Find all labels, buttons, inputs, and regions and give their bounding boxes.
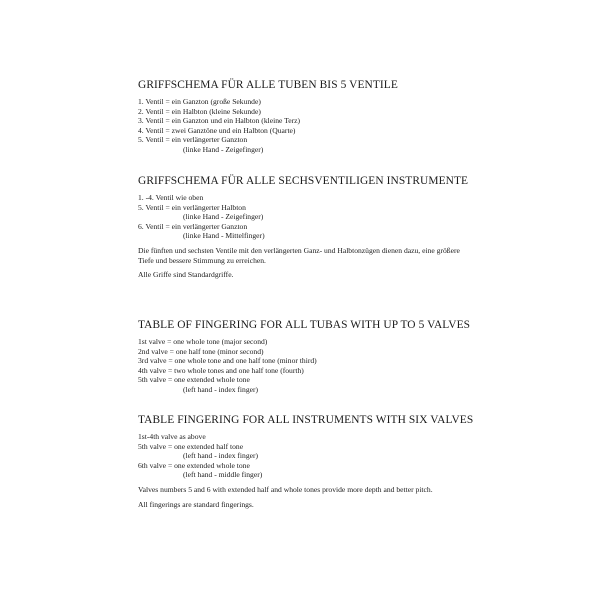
fingering-line: 6. Ventil = ein verlängerter Ganzton: [138, 221, 248, 231]
fingering-list: [138, 432, 478, 480]
fingering-line: 5. Ventil = ein verlängerter Halbton: [138, 202, 246, 212]
section-german-6-valves: [138, 175, 478, 280]
section-heading: GRIFFSCHEMA FÜR ALLE TUBEN BIS 5 VENTILE: [138, 79, 398, 91]
fingering-line-note: (linke Hand - Mittelfinger): [183, 231, 265, 241]
fingering-line: 5. Ventil = ein verlängerter Ganzton: [138, 135, 248, 145]
fingering-line: 1. Ventil = ein Ganzton (große Sekunde): [138, 97, 261, 106]
section-paragraph: Valves numbers 5 and 6 with extended half and whole tones provide more depth and better pitch.: [138, 484, 433, 494]
section-paragraph: Alle Griffe sind Standardgriffe.: [138, 270, 234, 280]
section-heading: TABLE FINGERING FOR ALL INSTRUMENTS WITH SIX VALVES: [138, 414, 474, 426]
fingering-line: 1st-4th valve as above: [138, 432, 206, 441]
fingering-line-note: (linke Hand - Zeigefinger): [183, 144, 264, 154]
section-heading: TABLE OF FINGERING FOR ALL TUBAS WITH UP TO 5 VALVES: [138, 319, 471, 331]
fingering-list: [138, 97, 478, 155]
fingering-line: 2nd valve = one half tone (minor second): [138, 346, 264, 356]
fingering-line-note: (linke Hand - Zeigefinger): [183, 212, 264, 222]
fingering-line: 5th valve = one extended half tone: [138, 441, 244, 451]
fingering-list: [138, 337, 478, 395]
fingering-line: 4. Ventil = zwei Ganztöne und ein Halbton (Quarte): [138, 125, 296, 135]
fingering-line: 6th valve = one extended whole tone: [138, 460, 250, 470]
fingering-list: [138, 193, 478, 241]
section-paragraph: Die fünften und sechsten Ventile mit den verlängerten Ganz- und Halbtonzügen dienen dazu, eine größere Tiefe und bessere Stimmung zu erreichen.: [138, 245, 460, 265]
fingering-line: 4th valve = two whole tones and one half tone (fourth): [138, 365, 304, 375]
fingering-line-note: (left hand - middle finger): [183, 470, 263, 480]
fingering-line: 1st valve = one whole tone (major second): [138, 337, 268, 346]
section-english-6-valves: [138, 414, 478, 509]
fingering-line: 3rd valve = one whole tone and one half tone (minor third): [138, 356, 317, 366]
fingering-line-note: (left hand - index finger): [183, 384, 259, 394]
fingering-line: 3. Ventil = ein Ganzton und ein Halbton (kleine Terz): [138, 116, 301, 126]
section-german-5-valves: [138, 79, 478, 155]
fingering-line-note: (left hand - index finger): [183, 451, 259, 461]
fingering-line: 5th valve = one extended whole tone: [138, 375, 250, 385]
fingering-line: 2. Ventil = ein Halbton (kleine Sekunde): [138, 106, 261, 116]
section-heading: GRIFFSCHEMA FÜR ALLE SECHSVENTILIGEN INSTRUMENTE: [138, 175, 469, 187]
section-english-5-valves: [138, 319, 478, 395]
section-paragraph: All fingerings are standard fingerings.: [138, 499, 254, 509]
fingering-line: 1. -4. Ventil wie oben: [138, 193, 204, 202]
